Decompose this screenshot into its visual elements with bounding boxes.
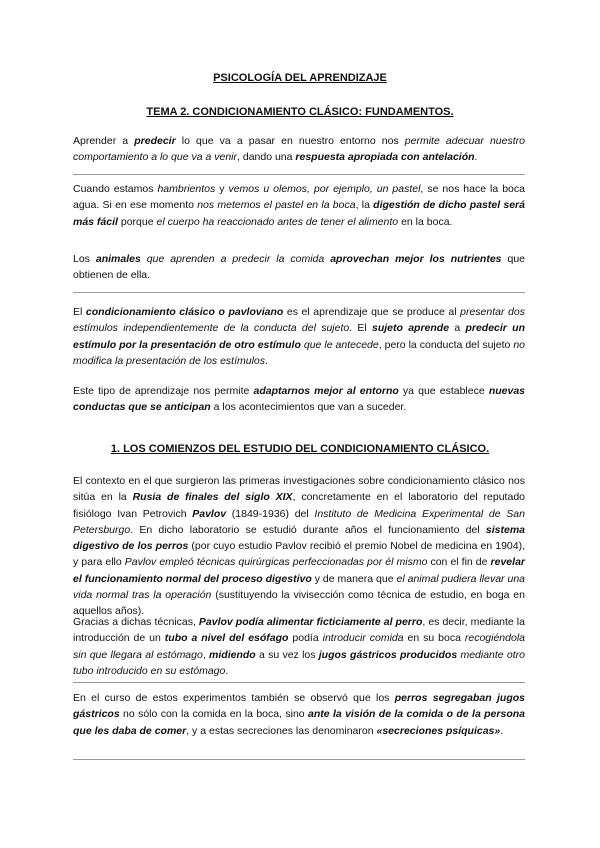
divider [73, 759, 525, 760]
emphasis-text: predecir [134, 135, 176, 147]
text-run: , y a estas secreciones las denominaron [186, 724, 377, 737]
text-run: , se nos hace la boca agua. Si en ese momento [73, 183, 525, 212]
section-heading: 1. LOS COMIENZOS DEL ESTUDIO DEL CONDICIONAMIENTO CLÁSICO. [110, 443, 490, 455]
document-subtitle: TEMA 2. CONDICIONAMIENTO CLÁSICO: FUNDAMENTOS. [146, 106, 454, 118]
text-run: Los [73, 253, 96, 265]
text-run: , [202, 648, 210, 661]
paragraph [73, 614, 525, 679]
text-run: , pero la conducta del sujeto [378, 338, 514, 351]
emphasis-text: tubo a nivel del esófago [164, 632, 289, 645]
emphasis-text: Rusia de finales del siglo XIX [132, 491, 293, 504]
text-run: con el fin de [427, 556, 491, 569]
text-run: El contexto en el que surgieron las primeras investigaciones sobre condicionamiento clásico nos sitúa en la [73, 475, 525, 504]
emphasis-text: vemos u olemos, por ejemplo, un pastel [228, 183, 421, 195]
emphasis-text: digestión de dicho pastel será más fácil [73, 199, 525, 228]
emphasis-text: mediante otro tubo introducido en su estómago [73, 648, 526, 677]
text-run: Este tipo de aprendizaje nos permite [73, 385, 254, 397]
emphasis-text: presentar dos estímulos independientemente de la conducta del sujeto [73, 306, 525, 335]
emphasis-text: midiendo [209, 648, 256, 661]
paragraph [73, 304, 525, 369]
emphasis-text: que le antecede [303, 338, 379, 351]
text-run: (sustituyendo la vivisección como técnica de estudio, en boga en aquellos años). [73, 589, 525, 618]
emphasis-text: nos metemos el pastel en la boca [197, 199, 356, 212]
emphasis-text: animales [95, 253, 141, 265]
emphasis-text: Pavlov podía alimentar ficticiamente al perro [198, 616, 423, 628]
text-run: no sólo con la comida en la boca, sino [119, 708, 308, 721]
text-run: que obtienen de ella. [73, 253, 526, 282]
emphasis-text: «secreciones psíquicas» [376, 724, 501, 737]
emphasis-text: respuesta apropiada con antelación [295, 151, 475, 164]
emphasis-text: aprovechan mejor los nutrientes [330, 253, 502, 265]
paragraph [73, 473, 525, 620]
text-run: . [265, 354, 268, 367]
text-run: en la boca. [398, 215, 453, 228]
text-run: En el curso de estos experimentos también se observó que los [73, 692, 395, 704]
emphasis-text: sujeto aprende [372, 322, 450, 335]
text-run: podía [288, 632, 323, 645]
text-run: a [449, 322, 466, 335]
text-run: es el aprendizaje que se produce al [283, 306, 461, 318]
emphasis-text: Pavlov empleó técnicas quirúrgicas perfeccionadas por él mismo [124, 556, 428, 569]
emphasis-text: predecir un estímulo por la presentación de otro estímulo [73, 322, 525, 351]
text-run: , la [355, 199, 374, 212]
text-run: . El [349, 322, 373, 335]
text-run: y [215, 183, 229, 195]
emphasis-text: jugos gástricos producidos [318, 648, 458, 661]
text-run: porque [117, 215, 157, 228]
text-run: en su boca [403, 632, 465, 645]
emphasis-text: el animal pudiera llevar una vida normal tras la operación [73, 572, 525, 602]
emphasis-text: Pavlov [192, 507, 227, 520]
divider [73, 682, 525, 683]
paragraph [73, 181, 525, 230]
emphasis-text: Instituto de Medicina Experimental de San Petersburgo [73, 507, 525, 536]
text-run: Cuando estamos [73, 183, 158, 195]
text-run: ya que establece [398, 385, 489, 397]
text-run: y de manera que [311, 572, 397, 585]
text-run: . [225, 664, 229, 677]
text-run: a los acontecimientos que van a suceder. [210, 401, 407, 414]
text-run: (por cuyo estudio Pavlov recibió el premio Nobel de medicina en 1904), y para ello [73, 540, 526, 569]
text-run: . [474, 151, 478, 164]
emphasis-text: el cuerpo ha reaccionado antes de tener el alimento [156, 215, 399, 228]
emphasis-text: revelar el funcionamiento normal del proceso digestivo [73, 556, 525, 585]
text-run: a su vez los [255, 648, 319, 661]
text-run: . En dicho laboratorio se estudió durante años el funcionamiento del [130, 523, 486, 536]
emphasis-text: recogiéndola sin que llegara al estómago [73, 632, 525, 661]
paragraph [73, 690, 525, 739]
divider [73, 292, 525, 293]
text-run: . [500, 724, 504, 737]
document-title: PSICOLOGÍA DEL APRENDIZAJE [213, 72, 387, 84]
paragraph [73, 383, 525, 416]
emphasis-text: adaptarnos mejor al entorno [253, 385, 399, 397]
text-run: , es decir, mediante la introducción de un [73, 616, 525, 645]
emphasis-text: hambrientos [157, 183, 216, 195]
emphasis-text: perros segregaban jugos gástricos [73, 692, 526, 721]
text-run: lo que va a pasar en nuestro entorno nos [175, 135, 405, 147]
emphasis-text: permite adecuar nuestro comportamiento a lo que va a venir [73, 135, 525, 164]
emphasis-text: nuevas conductas que se anticipan [73, 385, 525, 414]
emphasis-text: ante la visión de la comida o de la persona que les daba de comer [73, 708, 525, 737]
emphasis-text: introducir comida [322, 632, 404, 645]
text-run: (1849-1936) del [226, 507, 315, 520]
paragraph [73, 133, 525, 166]
emphasis-text: sistema digestivo de los perros [73, 523, 525, 553]
text-run: Aprender a [73, 135, 135, 147]
emphasis-text: no modifica la presentación de los estímulos [73, 338, 525, 367]
divider [73, 174, 525, 175]
emphasis-text: que aprenden a predecir la comida [146, 253, 325, 265]
text-run: Gracias a dichas técnicas, [73, 616, 199, 628]
text-run: , concretamente en el laboratorio del reputado fisiólogo Ivan Petrovich [73, 491, 525, 520]
emphasis-text: condicionamiento clásico o pavloviano [85, 306, 284, 318]
paragraph [73, 251, 525, 284]
text-run: El [73, 306, 86, 318]
text-run: , dando una [237, 151, 296, 164]
